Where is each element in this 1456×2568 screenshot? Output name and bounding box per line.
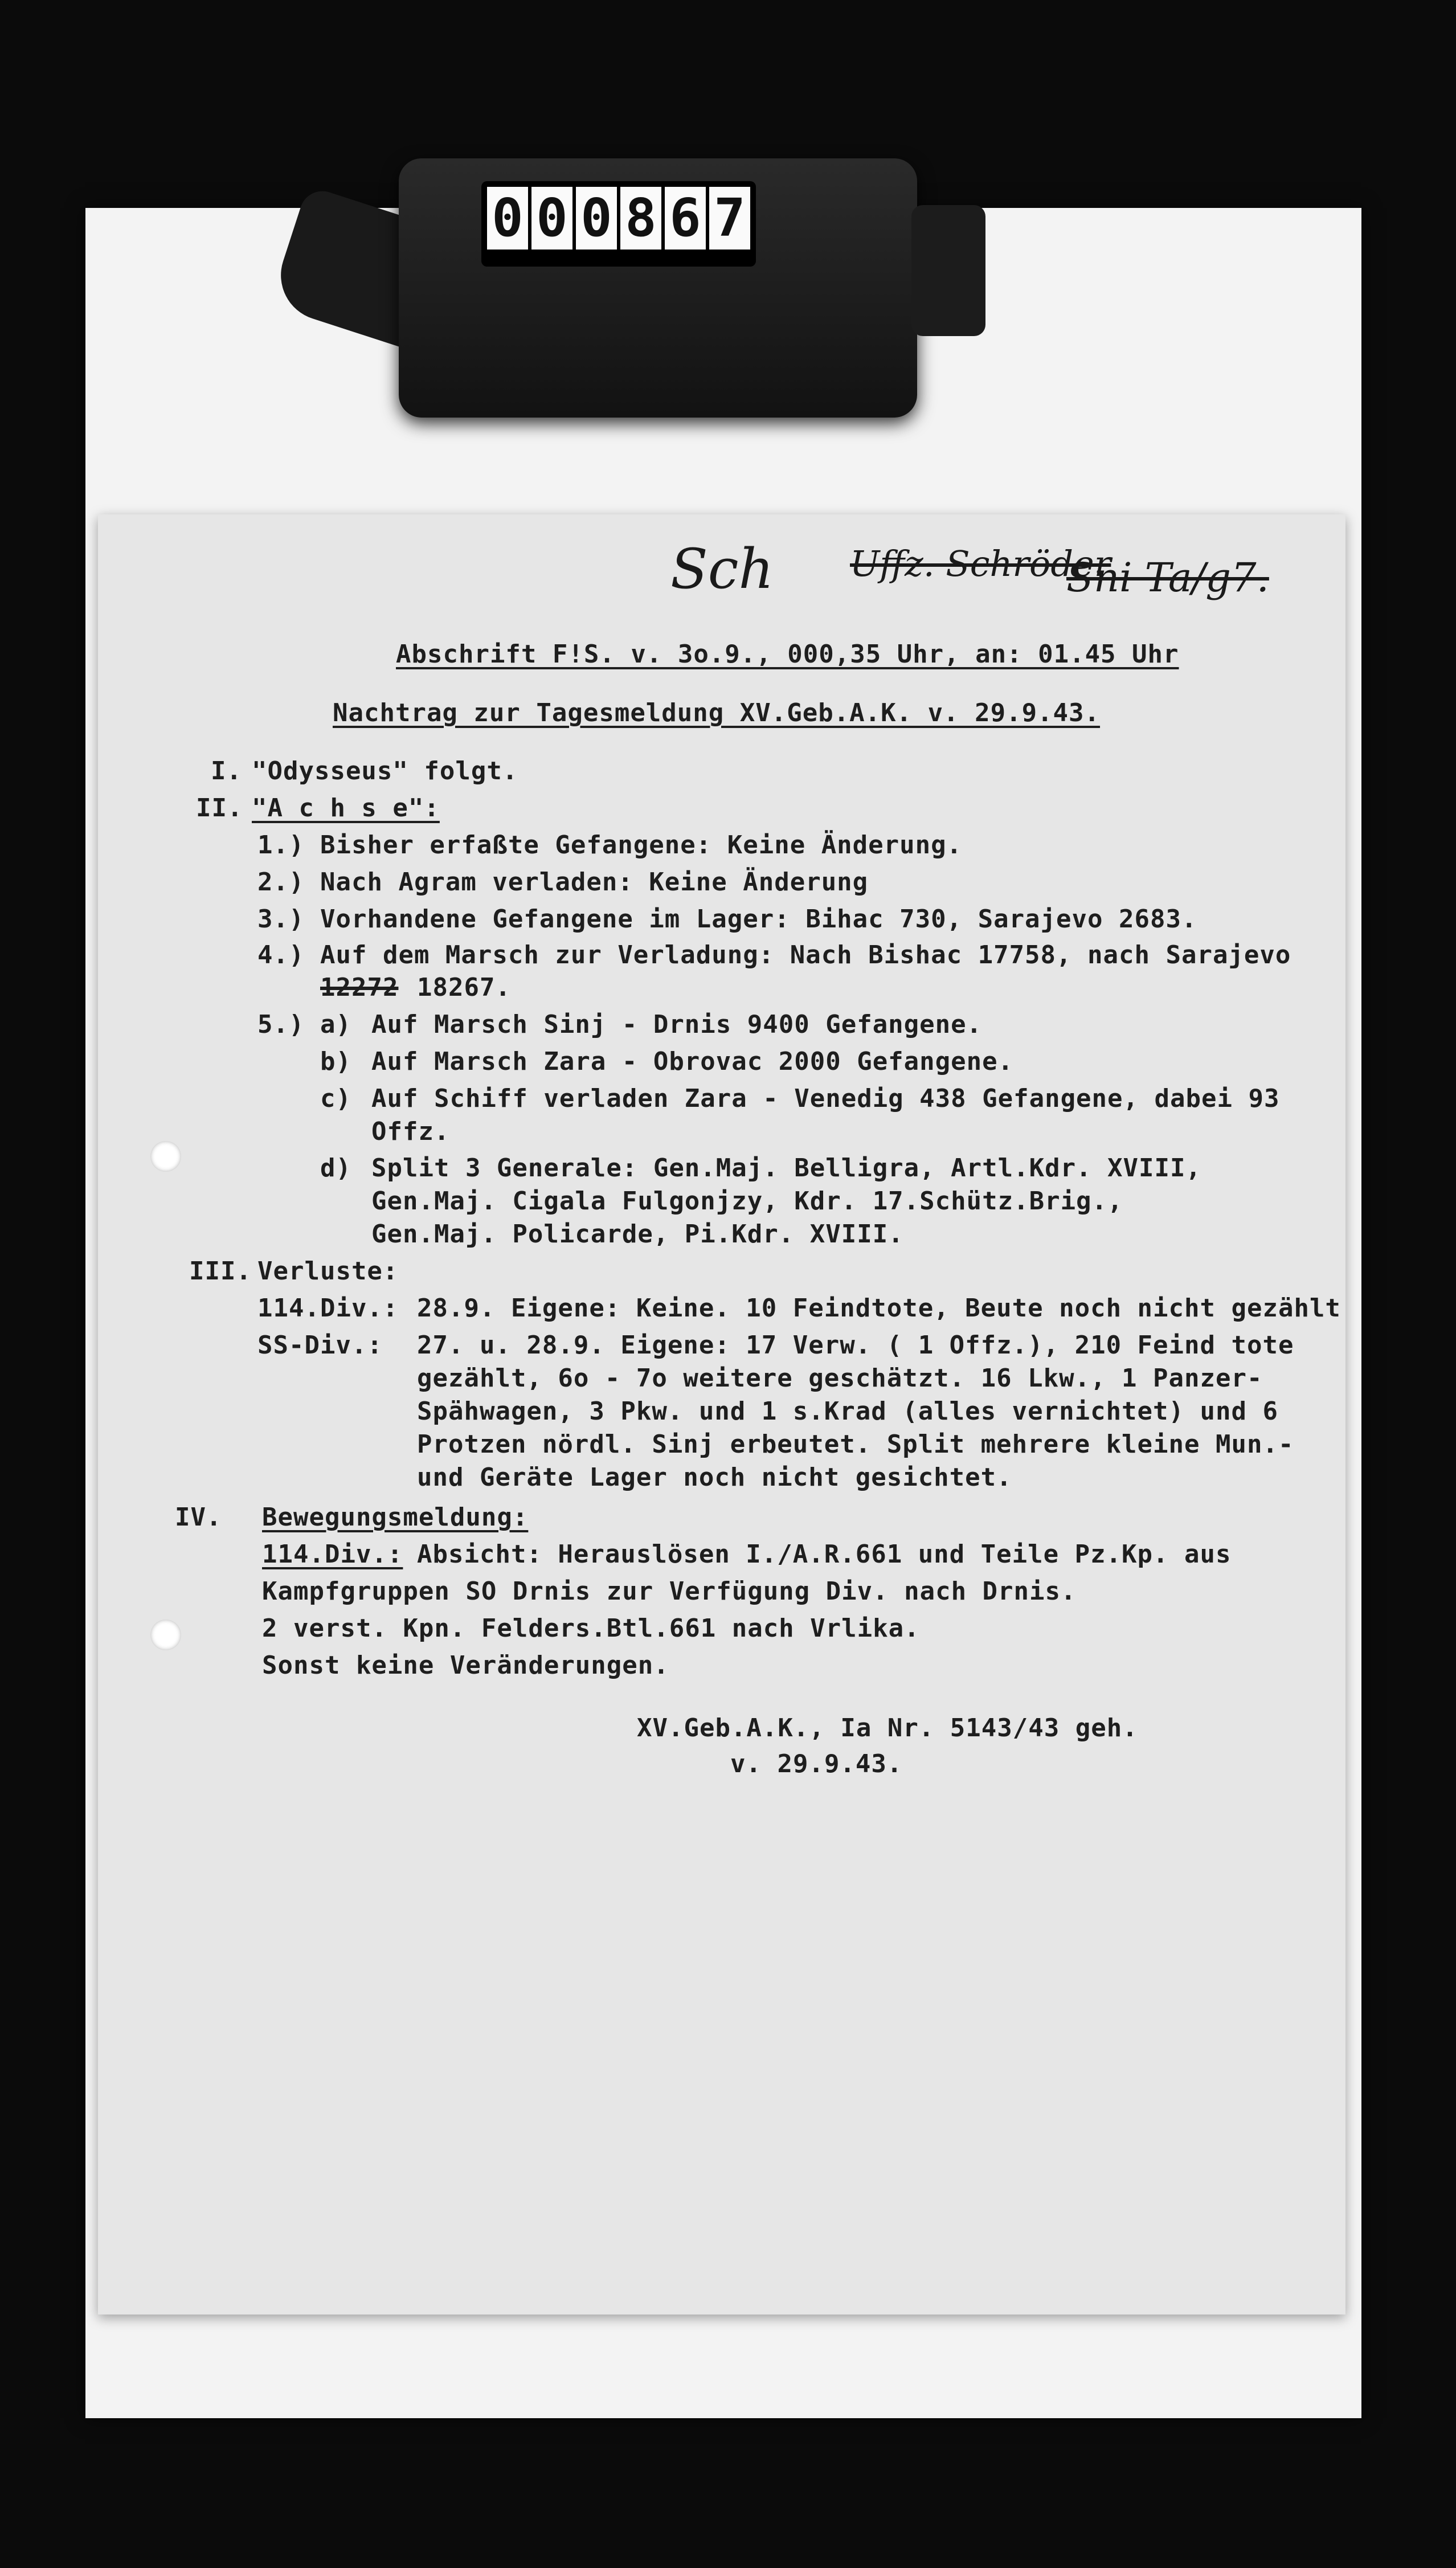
handwritten-initials: Sch — [670, 537, 774, 601]
section-number: I. — [211, 757, 242, 786]
section-title: Bewegungsmeldung: — [262, 1503, 529, 1532]
item-number: 5.) — [257, 1010, 305, 1039]
loss-text: gezählt, 6o - 7o weitere geschätzt. 16 Lkw., 1 Panzer- — [417, 1364, 1263, 1393]
item-text: Auf dem Marsch zur Verladung: Nach Bishac 17758, nach Sarajevo — [320, 940, 1291, 970]
punch-hole — [150, 1141, 181, 1172]
subitem-letter: d) — [320, 1154, 351, 1183]
counter-digit: 6 — [665, 187, 706, 250]
movement-text: Absicht: Herauslösen I./A.R.661 und Teile Pz.Kp. aus — [417, 1540, 1232, 1569]
subitem-text: Gen.Maj. Policarde, Pi.Kdr. XVIII. — [371, 1220, 904, 1249]
section-title: Verluste: — [257, 1257, 399, 1286]
item-number: 2.) — [257, 868, 305, 897]
item-number: 3.) — [257, 905, 305, 934]
subitem-text: Auf Schiff verladen Zara - Venedig 438 Gefangene, dabei 93 — [371, 1084, 1280, 1113]
counter-digit: 8 — [620, 187, 661, 250]
subitem-text: Gen.Maj. Cigala Fulgonjzy, Kdr. 17.Schütz.Brig., — [371, 1187, 1123, 1216]
counter-digit: 0 — [576, 187, 617, 250]
counter-digit: 7 — [709, 187, 750, 250]
movement-text: Kampfgruppen SO Drnis zur Verfügung Div. nach Drnis. — [262, 1577, 1077, 1606]
unit-label: SS-Div.: — [257, 1331, 383, 1360]
document-page — [98, 514, 1345, 2315]
unit-label: 114.Div.: — [262, 1540, 403, 1569]
struck-number: 12272 — [320, 973, 399, 1002]
item-number: 4.) — [257, 940, 305, 970]
subitem-text: Auf Marsch Zara - Obrovac 2000 Gefangene. — [371, 1047, 1014, 1076]
subitem-letter: b) — [320, 1047, 351, 1076]
loss-text: 28.9. Eigene: Keine. 10 Feindtote, Beute noch nicht gezählt — [417, 1294, 1341, 1323]
footer-reference: XV.Geb.A.K., Ia Nr. 5143/43 geh. — [637, 1714, 1138, 1743]
footer-date: v. 29.9.43. — [730, 1749, 903, 1778]
handwritten-annotation: Sni Ta/g7. — [1066, 554, 1269, 601]
loss-text: 27. u. 28.9. Eigene: 17 Verw. ( 1 Offz.), 210 Feind tote — [417, 1331, 1294, 1360]
subitem-letter: a) — [320, 1010, 351, 1039]
punch-hole — [150, 1620, 181, 1650]
subitem-letter: c) — [320, 1084, 351, 1113]
loss-text: Spähwagen, 3 Pkw. und 1 s.Krad (alles vernichtet) und 6 — [417, 1397, 1278, 1426]
subitem-text: Auf Marsch Sinj - Drnis 9400 Gefangene. — [371, 1010, 983, 1039]
item-number: 1.) — [257, 831, 305, 860]
item-text: Nach Agram verladen: Keine Änderung — [320, 868, 869, 897]
subitem-text: Split 3 Generale: Gen.Maj. Belligra, Artl.Kdr. XVIII, — [371, 1154, 1201, 1183]
loss-text: Protzen nördl. Sinj erbeutet. Split mehrere kleine Mun.- — [417, 1430, 1294, 1459]
struck-handwritten-name: Uffz. Schröder — [850, 543, 1111, 584]
item-text: Vorhandene Gefangene im Lager: Bihac 730, Sarajevo 2683. — [320, 905, 1197, 934]
section-number: IV. — [175, 1503, 222, 1532]
section-number: III. — [189, 1257, 252, 1286]
frame-counter — [481, 181, 756, 267]
section-text: "Odysseus" folgt. — [252, 757, 518, 786]
counter-digit: 0 — [531, 187, 572, 250]
section-title: "A c h s e": — [252, 794, 440, 823]
item-text: 18267. — [417, 973, 511, 1002]
movement-text: Sonst keine Veränderungen. — [262, 1651, 669, 1680]
item-text: Bisher erfaßte Gefangene: Keine Änderung. — [320, 831, 963, 860]
document-title: Nachtrag zur Tagesmeldung XV.Geb.A.K. v. 29.9.43. — [333, 698, 1101, 727]
unit-label: 114.Div.: — [257, 1294, 399, 1323]
section-number: II. — [196, 794, 243, 823]
document-header: Abschrift F!S. v. 3o.9., 000,35 Uhr, an: 01.45 Uhr — [396, 640, 1179, 669]
subitem-text: Offz. — [371, 1117, 450, 1146]
movement-text: 2 verst. Kpn. Felders.Btl.661 nach Vrlika. — [262, 1614, 920, 1643]
counter-digit: 0 — [487, 187, 528, 250]
loss-text: und Geräte Lager noch nicht gesichtet. — [417, 1463, 1012, 1492]
counter-knob — [911, 205, 985, 336]
